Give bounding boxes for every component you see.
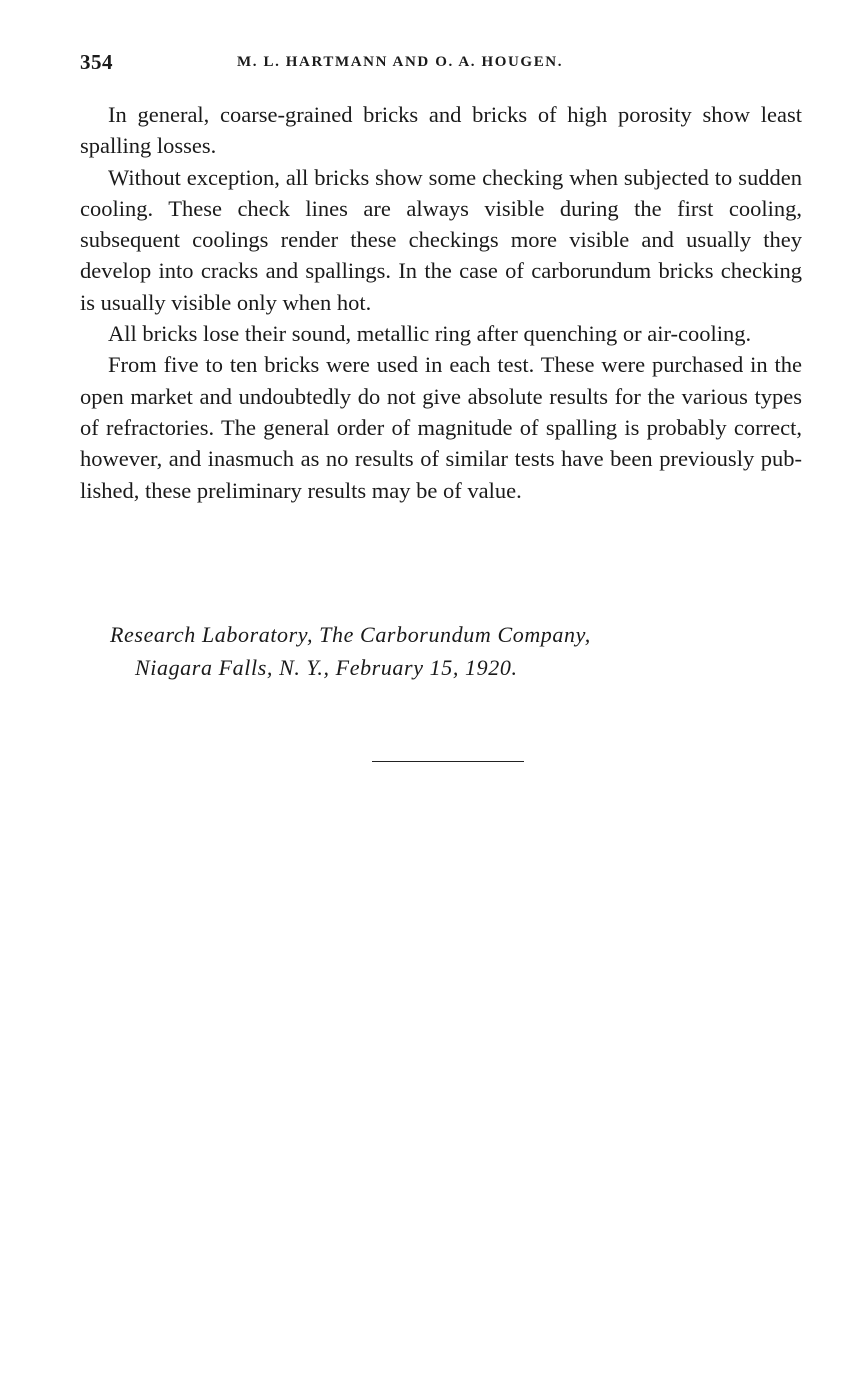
signature-place-date: Niagara Falls, N. Y., February 15, 1920. xyxy=(135,655,518,680)
paragraph-test-bricks: From five to ten bricks were used in each test. These were purchased in the open market and undoubtedly do not give absolute results for the various types of refractories. The general order of magnitude of spalling is probably correct, however, and inasmuch as no results of similar tests have been previously published, these preliminary results may be of value. xyxy=(80,352,802,503)
body-text xyxy=(80,99,802,506)
signature-block xyxy=(110,618,591,684)
paragraph-metallic-ring: All bricks lose their sound, metallic ring after quenching or air-cooling. xyxy=(108,321,752,347)
end-rule-divider xyxy=(372,761,524,762)
signature-affiliation: Research Laboratory, The Carborundum Company, xyxy=(110,622,591,647)
running-title: M. L. HARTMANN AND O. A. HOUGEN. xyxy=(237,54,564,70)
paragraph-checking: Without exception, all bricks show some checking when subjected to sudden cooling. These check lines are always visible during the first cooling, subsequent coolings render these checkings more visible and usually they develop into cracks and spallings. In the case of carborundum bricks checking is usually visible only when hot. xyxy=(80,164,802,315)
running-head xyxy=(80,50,802,76)
page-number: 354 xyxy=(80,50,113,74)
paragraph-porosity: In general, coarse-grained bricks and bricks of high porosity show least spalling losses. xyxy=(80,102,802,159)
